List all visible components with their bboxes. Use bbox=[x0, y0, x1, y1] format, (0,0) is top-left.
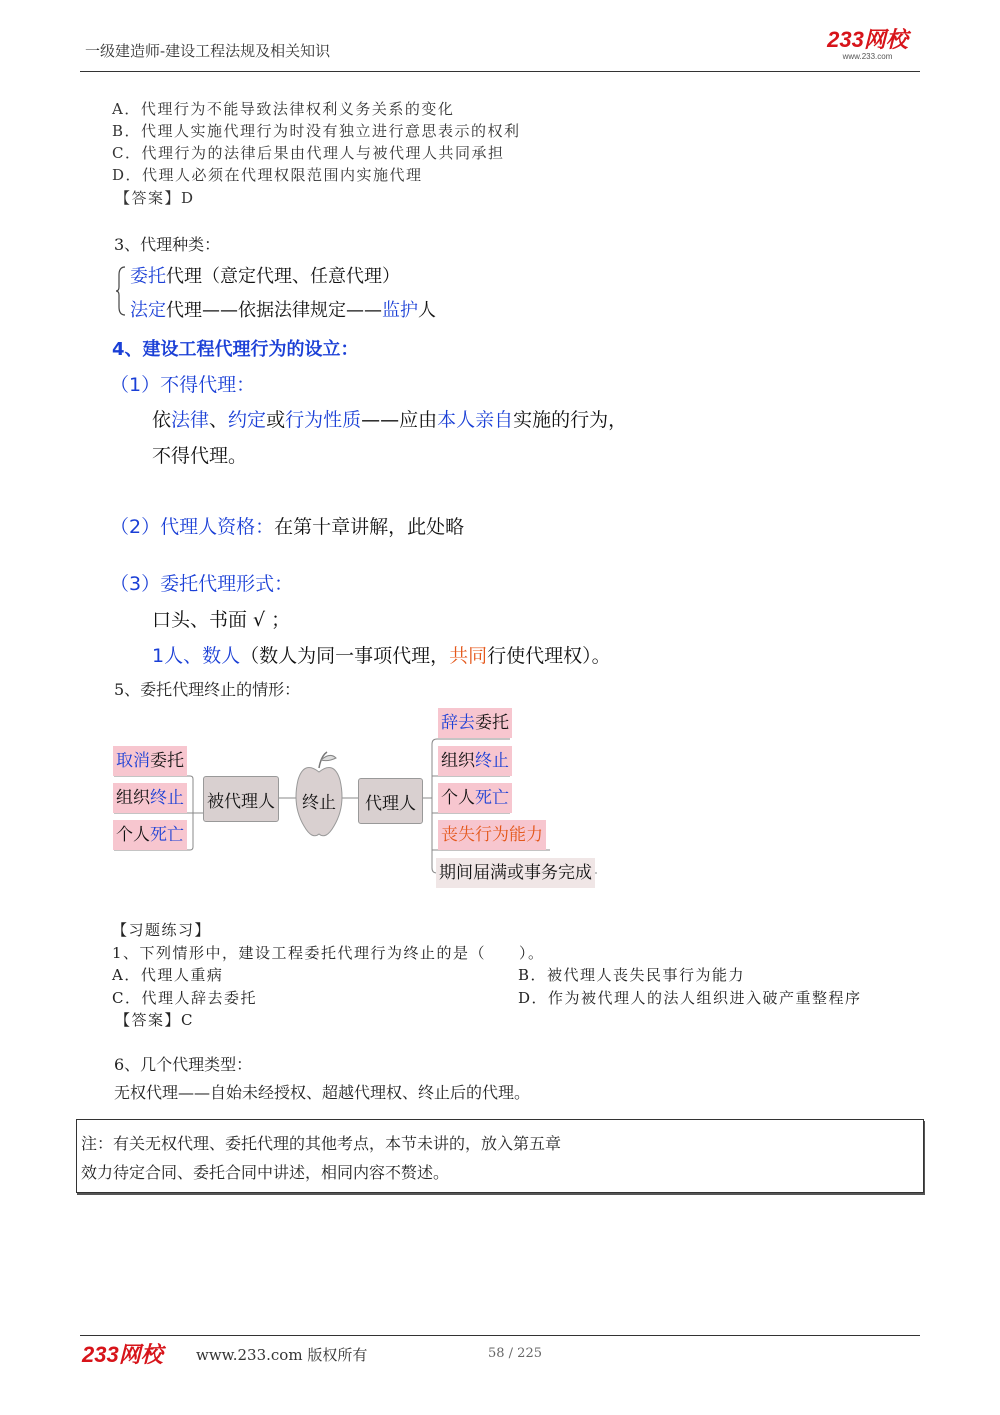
right-item-resign bbox=[438, 708, 512, 738]
t: 组织 bbox=[441, 751, 475, 771]
exercise-opt-d: D．作为被代理人的法人组织进入破产重整程序 bbox=[518, 989, 862, 1007]
t: 丧失行为能力 bbox=[441, 825, 543, 845]
agent-box: 代理人 bbox=[358, 778, 423, 824]
principal-box: 被代理人 bbox=[203, 776, 279, 822]
t: 约定 bbox=[228, 409, 267, 431]
agency-type-1 bbox=[130, 262, 400, 288]
t: 共同 bbox=[449, 645, 488, 667]
section-6-text: 无权代理——自始未经授权、超越代理权、终止后的代理。 bbox=[114, 1083, 531, 1102]
note-line-1: 注：有关无权代理、委托代理的其他考点，本节未讲的，放入第五章 bbox=[81, 1134, 562, 1153]
logo-url: www.233.com bbox=[842, 52, 893, 61]
t: 本人亲自 bbox=[437, 409, 514, 431]
agency-type-2 bbox=[130, 296, 436, 322]
logo-text: 233网校 bbox=[827, 27, 908, 52]
t: 委托 bbox=[150, 751, 184, 771]
right-item-org-end bbox=[438, 746, 512, 776]
note-line-2: 效力待定合同、委托合同中讲述，相同内容不赘述。 bbox=[81, 1163, 450, 1182]
agency-type-2-desc: 代理——依据法律规定—— bbox=[166, 300, 382, 321]
t: 期间届满或事务完成 bbox=[439, 863, 592, 883]
section-6-title: 6、几个代理类型： bbox=[114, 1055, 253, 1074]
left-item-org-end bbox=[113, 783, 187, 813]
t: 法律 bbox=[171, 409, 210, 431]
s4-p2-label: （2）代理人资格： bbox=[110, 516, 275, 538]
t: 死亡 bbox=[150, 825, 184, 845]
t: 或 bbox=[266, 409, 286, 431]
footer-site[interactable]: www.233.com 版权所有 bbox=[196, 1346, 368, 1364]
footer-logo[interactable]: 233网校 bbox=[82, 1342, 163, 1367]
s4-p2 bbox=[110, 512, 464, 539]
section-5-title: 5、委托代理终止的情形： bbox=[114, 680, 301, 699]
right-item-expiry bbox=[436, 858, 595, 888]
section-4-title: 4、建设工程代理行为的设立： bbox=[112, 339, 359, 360]
t: 1人、数人 bbox=[152, 645, 241, 667]
right-item-death bbox=[438, 783, 512, 813]
brace bbox=[115, 265, 125, 315]
t: 依 bbox=[152, 409, 172, 431]
t: 死亡 bbox=[475, 788, 509, 808]
t: 取消 bbox=[116, 751, 150, 771]
header-logo[interactable] bbox=[815, 28, 920, 61]
note-box bbox=[76, 1119, 924, 1193]
exercise-question: 1、下列情形中，建设工程委托代理行为终止的是（ ）。 bbox=[112, 944, 545, 962]
t: （数人为同一事项代理， bbox=[240, 645, 450, 667]
section-3-title: 3、代理种类： bbox=[114, 235, 221, 254]
agency-type-1-desc: 代理（意定代理、任意代理） bbox=[166, 266, 400, 287]
exercise-title: 【习题练习】 bbox=[112, 921, 212, 939]
option-b: B．代理人实施代理行为时没有独立进行意思表示的权利 bbox=[112, 122, 521, 140]
exercise-opt-c: C．代理人辞去委托 bbox=[112, 989, 257, 1007]
s4-p1-text bbox=[152, 405, 627, 432]
s4-p2-text: 在第十章讲解，此处略 bbox=[274, 516, 465, 538]
s4-p3-label: （3）委托代理形式： bbox=[110, 573, 294, 595]
agency-type-2-key2: 监护 bbox=[382, 300, 418, 321]
t: 委托 bbox=[475, 713, 509, 733]
t: 个人 bbox=[441, 788, 475, 808]
right-item-incapacity bbox=[438, 820, 546, 850]
t: 行使代理权）。 bbox=[487, 645, 611, 667]
s4-p1-line2: 不得代理。 bbox=[152, 445, 248, 467]
center-label: 终止 bbox=[302, 793, 336, 813]
s4-p1-label: （1）不得代理： bbox=[110, 374, 256, 396]
option-d: D．代理人必须在代理权限范围内实施代理 bbox=[112, 166, 423, 184]
t: 个人 bbox=[116, 825, 150, 845]
s4-p3-line2 bbox=[152, 641, 611, 668]
s4-p3-line1: 口头、书面 √ ； bbox=[152, 609, 291, 631]
page-number: 58 / 225 bbox=[488, 1346, 542, 1361]
left-item-cancel bbox=[113, 746, 187, 776]
exercise-answer: 【答案】C bbox=[115, 1011, 194, 1029]
exercise-opt-b: B．被代理人丧失民事行为能力 bbox=[518, 966, 746, 984]
left-item-death bbox=[113, 820, 187, 850]
footer-divider bbox=[80, 1335, 920, 1336]
answer-1: 【答案】D bbox=[115, 189, 195, 207]
t: 行为性质 bbox=[285, 409, 362, 431]
header-divider bbox=[80, 71, 920, 72]
exercise-opt-a: A．代理人重病 bbox=[112, 966, 224, 984]
t: ——应由 bbox=[361, 409, 438, 431]
t: 终止 bbox=[475, 751, 509, 771]
brace-icon bbox=[115, 265, 127, 317]
option-a: A．代理行为不能导致法律权利义务关系的变化 bbox=[112, 100, 455, 118]
header-title: 一级建造师-建设工程法规及相关知识 bbox=[85, 42, 331, 60]
t: 、 bbox=[209, 409, 229, 431]
t: 实施的行为， bbox=[513, 409, 628, 431]
t: 辞去 bbox=[441, 713, 475, 733]
option-c: C．代理行为的法律后果由代理人与被代理人共同承担 bbox=[112, 144, 505, 162]
agency-type-2-end: 人 bbox=[418, 300, 436, 321]
t: 终止 bbox=[150, 788, 184, 808]
t: 组织 bbox=[116, 788, 150, 808]
agency-type-1-key: 委托 bbox=[130, 266, 166, 287]
agency-type-2-key: 法定 bbox=[130, 300, 166, 321]
